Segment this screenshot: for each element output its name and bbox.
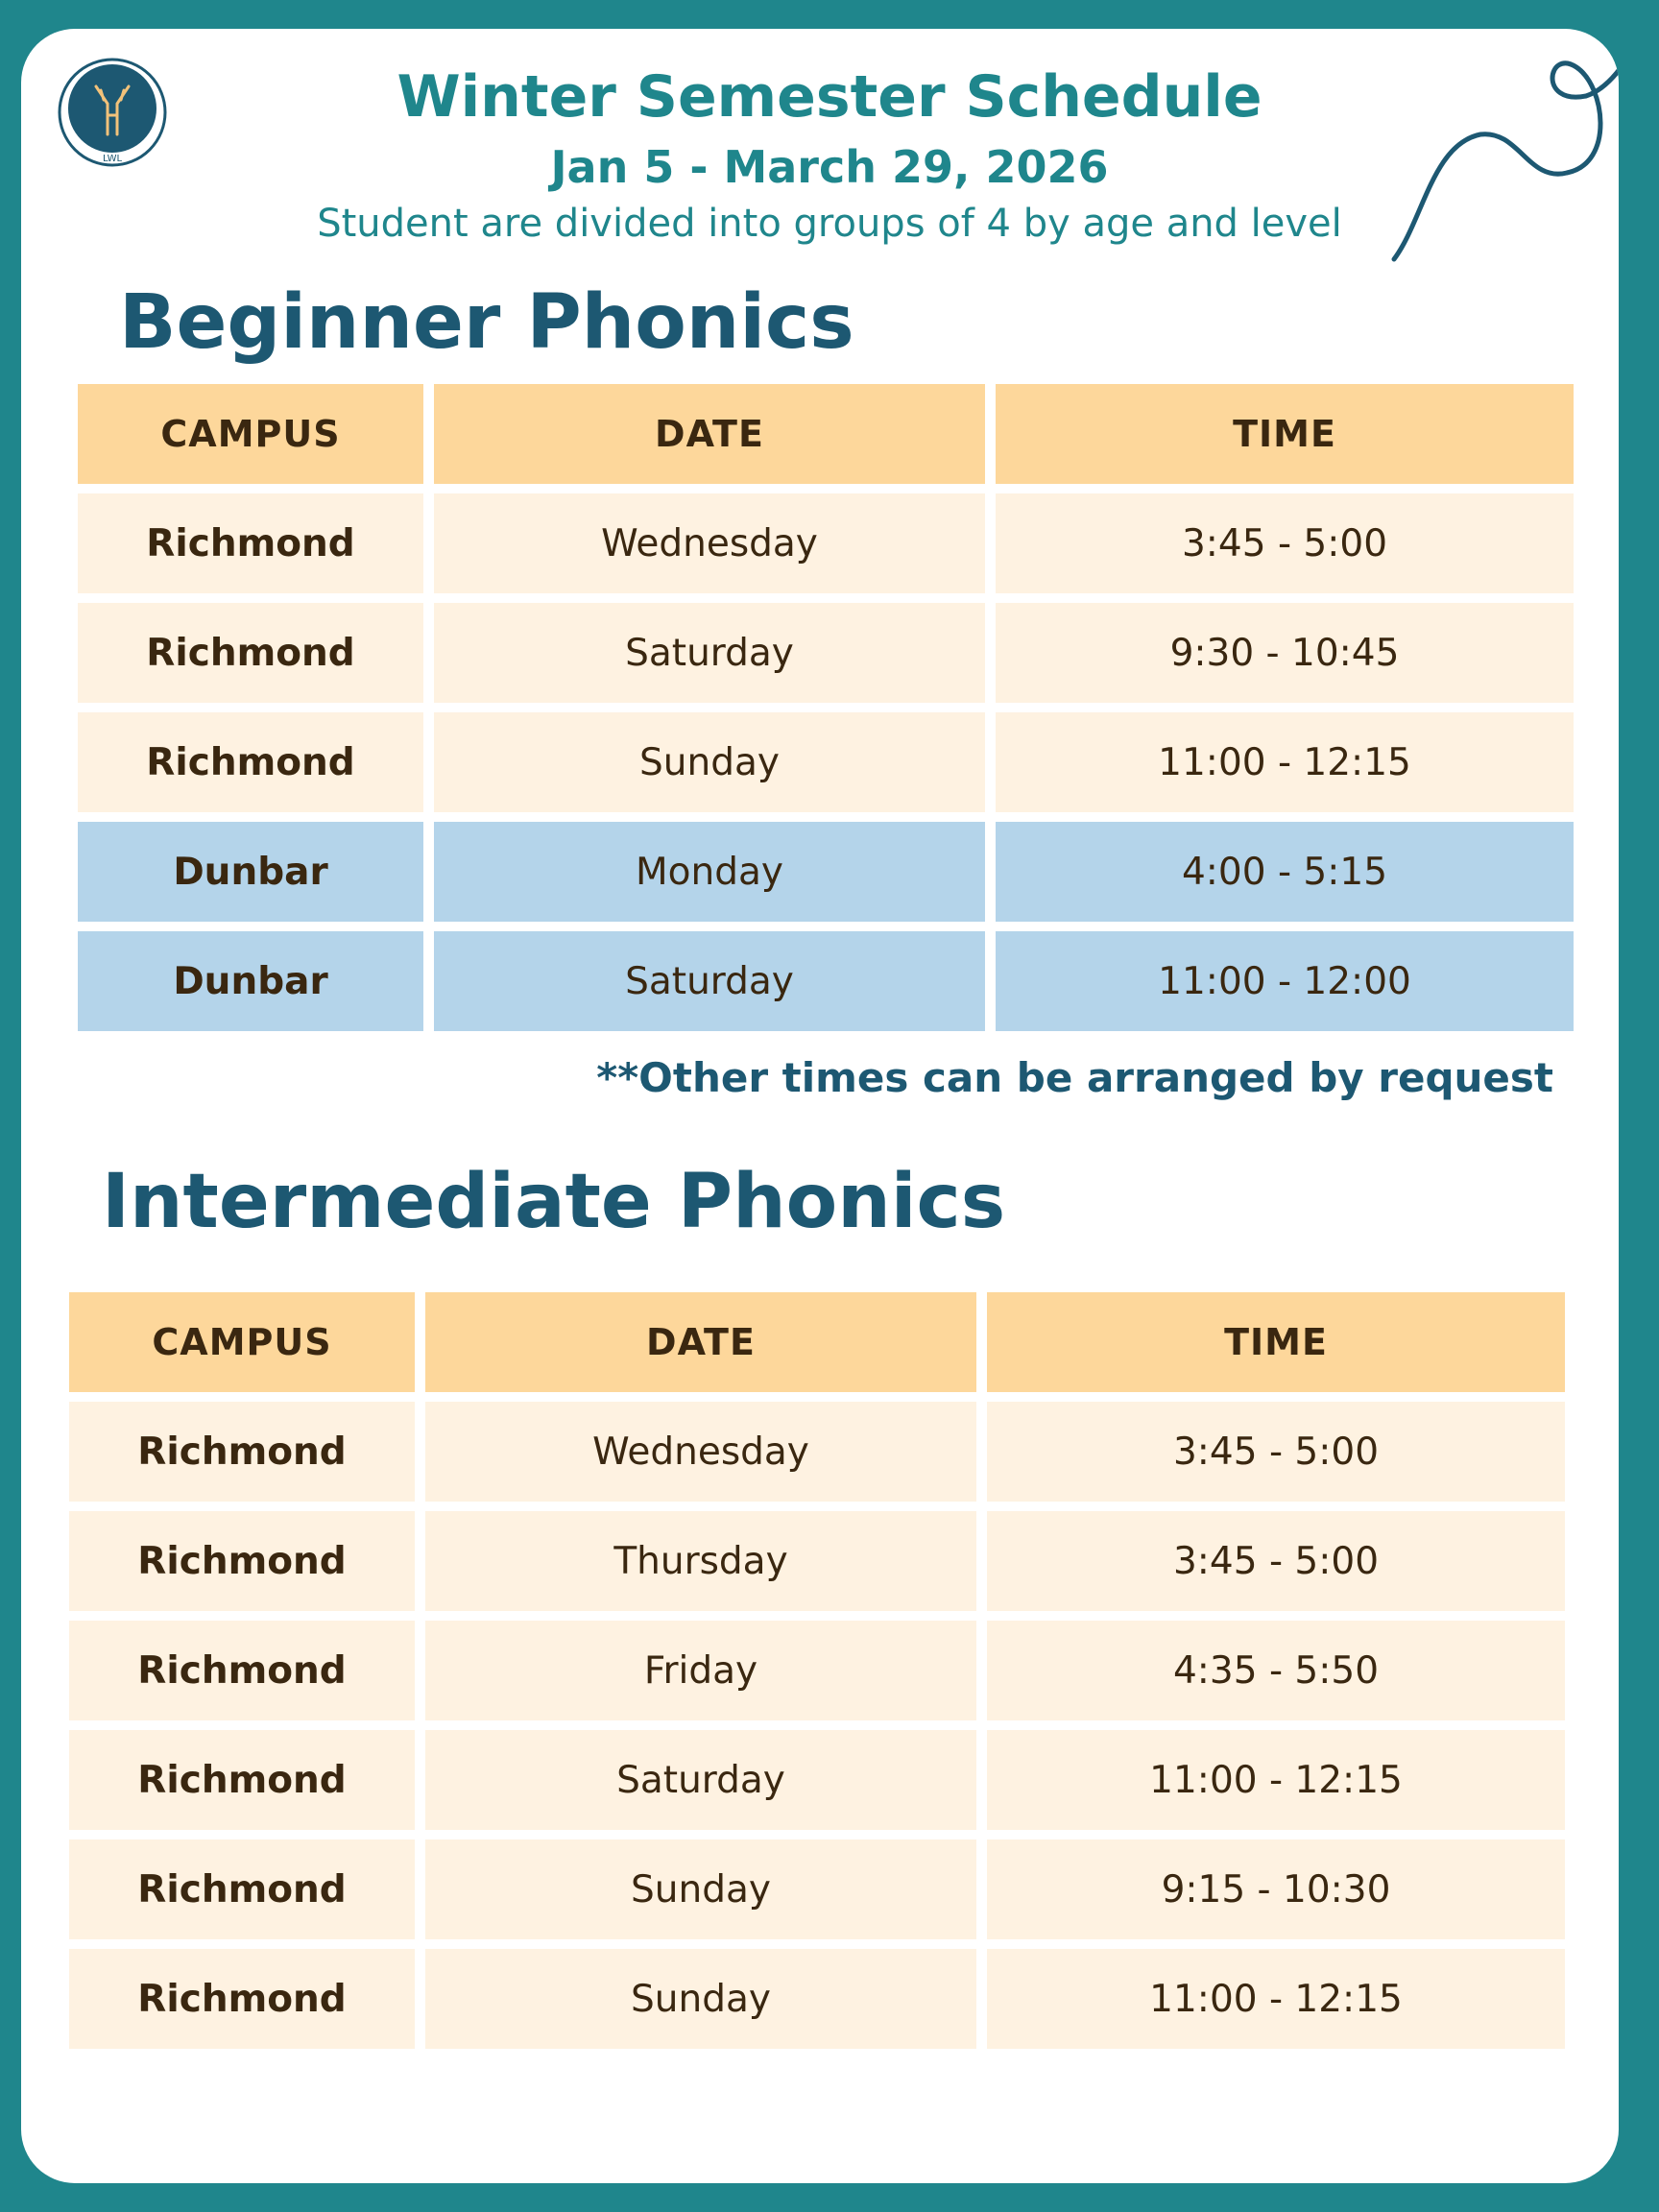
table-row [69, 1511, 1565, 1611]
time-cell: 3:45 - 5:00 [996, 493, 1574, 593]
date-cell: Monday [434, 822, 985, 922]
beginner-schedule-table [67, 374, 1584, 1041]
group-description: Student are divided into groups of 4 by age and level [317, 202, 1342, 246]
table-row [69, 1839, 1565, 1939]
time-cell: 11:00 - 12:00 [996, 931, 1574, 1031]
column-header-time: TIME [987, 1292, 1565, 1392]
date-cell: Friday [425, 1621, 976, 1720]
campus-cell: Dunbar [78, 822, 423, 922]
table-row [69, 1730, 1565, 1830]
campus-cell: Richmond [69, 1839, 415, 1939]
table-row [78, 493, 1574, 593]
semester-dates: Jan 5 - March 29, 2026 [550, 141, 1109, 193]
table-header-row [69, 1292, 1565, 1392]
intermediate-section-title: Intermediate Phonics [102, 1159, 1006, 1245]
page-title: Winter Semester Schedule [397, 63, 1262, 131]
date-cell: Sunday [425, 1839, 976, 1939]
beginner-section-title: Beginner Phonics [119, 279, 854, 366]
time-cell: 4:35 - 5:50 [987, 1621, 1565, 1720]
date-cell: Wednesday [434, 493, 985, 593]
column-header-date: DATE [434, 384, 985, 484]
intermediate-schedule-table [59, 1283, 1575, 2058]
campus-cell: Richmond [69, 1949, 415, 2049]
time-cell: 3:45 - 5:00 [987, 1402, 1565, 1502]
campus-cell: Richmond [69, 1511, 415, 1611]
campus-cell: Richmond [69, 1621, 415, 1720]
date-cell: Saturday [434, 603, 985, 703]
table-header-row [78, 384, 1574, 484]
page-header [0, 56, 1659, 252]
date-cell: Saturday [434, 931, 985, 1031]
request-note: **Other times can be arranged by request [596, 1054, 1553, 1101]
campus-cell: Dunbar [78, 931, 423, 1031]
time-cell: 4:00 - 5:15 [996, 822, 1574, 922]
table-row [78, 822, 1574, 922]
time-cell: 9:30 - 10:45 [996, 603, 1574, 703]
time-cell: 11:00 - 12:15 [996, 712, 1574, 812]
column-header-time: TIME [996, 384, 1574, 484]
date-cell: Thursday [425, 1511, 976, 1611]
date-cell: Saturday [425, 1730, 976, 1830]
column-header-campus: CAMPUS [78, 384, 423, 484]
column-header-date: DATE [425, 1292, 976, 1392]
logo-text: LWL [102, 154, 123, 164]
time-cell: 3:45 - 5:00 [987, 1511, 1565, 1611]
campus-cell: Richmond [78, 712, 423, 812]
campus-cell: Richmond [78, 603, 423, 703]
table-row [78, 712, 1574, 812]
table-row [69, 1621, 1565, 1720]
column-header-campus: CAMPUS [69, 1292, 415, 1392]
time-cell: 11:00 - 12:15 [987, 1730, 1565, 1830]
table-row [69, 1402, 1565, 1502]
date-cell: Wednesday [425, 1402, 976, 1502]
date-cell: Sunday [434, 712, 985, 812]
campus-cell: Richmond [69, 1402, 415, 1502]
time-cell: 9:15 - 10:30 [987, 1839, 1565, 1939]
date-cell: Sunday [425, 1949, 976, 2049]
table-row [69, 1949, 1565, 2049]
time-cell: 11:00 - 12:15 [987, 1949, 1565, 2049]
campus-cell: Richmond [78, 493, 423, 593]
table-row [78, 931, 1574, 1031]
table-row [78, 603, 1574, 703]
campus-cell: Richmond [69, 1730, 415, 1830]
